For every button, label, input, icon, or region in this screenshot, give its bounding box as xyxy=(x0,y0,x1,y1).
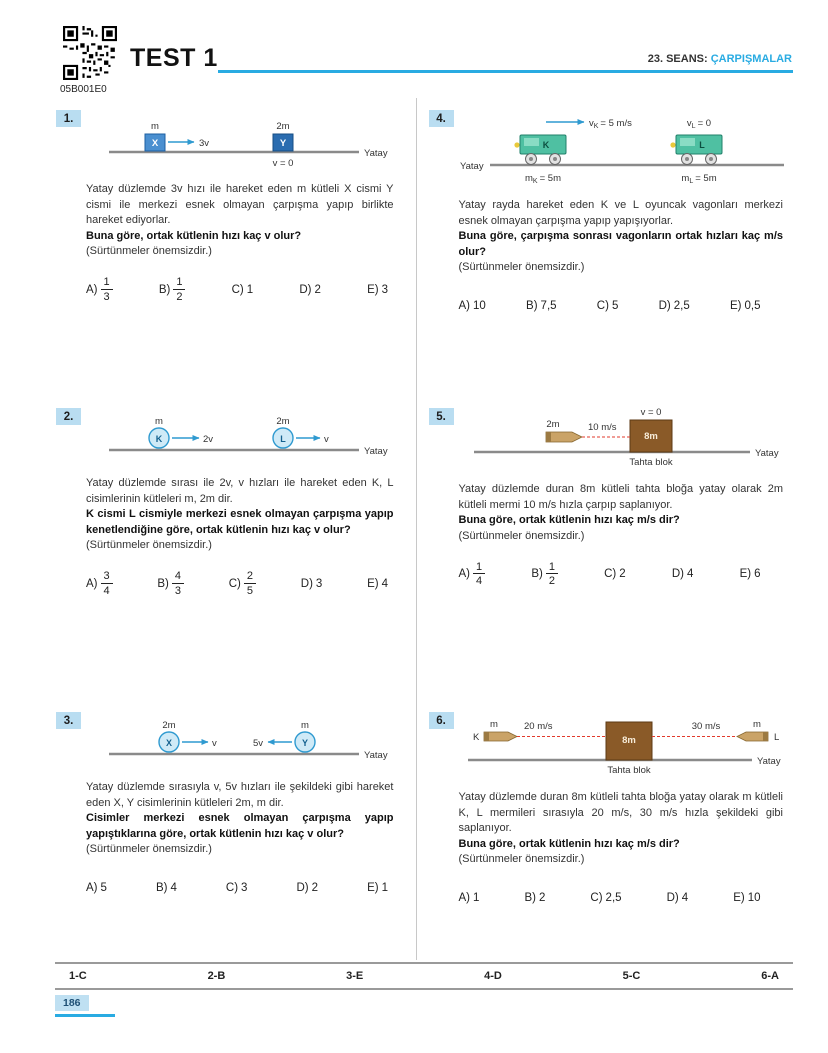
diagram-q1 xyxy=(81,107,404,171)
speed-label: v = 0 xyxy=(640,407,662,418)
buffer-dot xyxy=(671,142,676,147)
option-b xyxy=(526,300,557,312)
bullet-mass-label: m xyxy=(489,719,498,730)
option-label: A) xyxy=(458,568,470,581)
mass-label: $m_K = 5m$ xyxy=(525,173,562,185)
option-value: 6 xyxy=(754,568,761,581)
option-c xyxy=(590,892,621,904)
mass-label: 2m xyxy=(276,416,290,427)
option-d xyxy=(299,284,321,296)
option-value: 0,5 xyxy=(744,300,761,313)
bullet-speed-label: 20 m/s xyxy=(523,721,553,732)
page-title: TEST 1 xyxy=(130,44,218,72)
option-a xyxy=(459,892,480,904)
question-text: Yatay düzlemde sırası ile 2v, v hızları ile hareket eden K, L cisimlerinin kütleleri m, 2m dir. xyxy=(86,477,394,505)
question-3 xyxy=(56,700,404,903)
speed-label: v = 0 xyxy=(272,158,294,169)
question-prompt: Buna göre, ortak kütlenin hızı kaç v olur? xyxy=(86,229,302,242)
option-label: C) xyxy=(604,568,617,581)
fraction-denominator: 3 xyxy=(174,585,181,598)
option-label: A) xyxy=(458,300,470,313)
bullet-tail xyxy=(484,732,489,741)
diagram-q3 xyxy=(81,709,404,769)
option-label: E) xyxy=(367,882,379,895)
option-label: C) xyxy=(596,300,609,313)
fraction-numerator: 1 xyxy=(546,561,558,575)
body-label: Y xyxy=(280,138,287,149)
fraction-denominator: 4 xyxy=(103,585,110,598)
fraction xyxy=(473,561,485,588)
fraction-denominator: 4 xyxy=(476,575,483,588)
fraction xyxy=(244,570,256,597)
option-label: D) xyxy=(666,892,679,905)
answer-key-item: 1-C xyxy=(69,970,87,982)
answer-key-item: 5-C xyxy=(622,970,641,982)
question-prompt: Buna göre, ortak kütlenin hızı kaç m/s dir? xyxy=(458,837,680,850)
question-2 xyxy=(56,396,404,700)
page-number-badge: 186 xyxy=(55,995,89,1011)
options-row xyxy=(459,883,761,913)
block-name-label: Tahta blok xyxy=(629,457,673,468)
option-a xyxy=(459,561,486,588)
ground-label: Yatay xyxy=(460,161,484,172)
option-c xyxy=(229,570,256,597)
fraction xyxy=(173,276,185,303)
bullet-speed-label: 30 m/s xyxy=(691,721,721,732)
option-value: 3 xyxy=(315,578,323,591)
option-value: 10 xyxy=(747,892,761,905)
option-value: 2 xyxy=(311,882,319,895)
bullet xyxy=(546,432,582,442)
buffer-dot xyxy=(515,142,520,147)
options-row xyxy=(86,569,388,599)
speed-label: 2v xyxy=(203,434,214,445)
question-number-badge: 6. xyxy=(429,712,454,729)
diagram-q6 xyxy=(454,709,794,779)
page-number-underline xyxy=(55,1014,115,1017)
qr-code-icon xyxy=(63,26,117,85)
right-column xyxy=(417,98,796,960)
fraction xyxy=(101,570,113,597)
header-divider xyxy=(218,70,793,73)
wheel-hub xyxy=(685,157,689,161)
ground-label: Yatay xyxy=(755,448,779,459)
option-value: 2 xyxy=(619,568,626,581)
answer-key-item: 6-A xyxy=(761,970,779,982)
mass-label: m xyxy=(151,121,160,132)
question-number-badge: 5. xyxy=(429,408,454,425)
option-value: 1 xyxy=(246,284,254,297)
option-label: E) xyxy=(733,892,745,905)
option-value: 1 xyxy=(381,882,388,895)
mass-label: m xyxy=(155,416,164,427)
option-value: 4 xyxy=(681,892,689,905)
wagon-window xyxy=(524,138,539,146)
block-name-label: Tahta blok xyxy=(607,765,651,776)
question-note: (Sürtünmeler önemsizdir.) xyxy=(86,539,212,552)
option-label: C) xyxy=(228,578,241,591)
option-value: 2 xyxy=(314,284,321,297)
speed-label: $v_L = 0$ xyxy=(687,118,712,130)
mass-label: m xyxy=(301,720,310,731)
fraction xyxy=(101,276,113,303)
speed-label: 5v xyxy=(253,738,264,749)
speed-label: v xyxy=(212,738,217,749)
fraction xyxy=(172,570,184,597)
option-e xyxy=(740,568,761,580)
left-column xyxy=(38,98,417,960)
fraction-numerator: 1 xyxy=(473,561,485,575)
option-e xyxy=(367,284,388,296)
fraction-denominator: 2 xyxy=(176,291,183,304)
option-value: 5 xyxy=(611,300,619,313)
question-6 xyxy=(429,700,794,913)
diagram-q2 xyxy=(81,405,404,465)
question-text: Yatay düzlemde duran 8m kütleli tahta bloğa yatay olarak m kütleli K, L mermileri sırasıyla 20 m/s, 30 m/s hızla şekildeki gibi saplanıyor. xyxy=(458,791,783,835)
option-value: 2,5 xyxy=(605,892,622,905)
question-prompt: Cisimler merkezi esnek olmayan çarpışma yapıp yapıştıklarına göre, ortak kütlenin hızı kaç v olur? xyxy=(86,812,394,840)
fraction-numerator: 1 xyxy=(173,276,185,290)
fraction-numerator: 4 xyxy=(172,570,184,584)
question-number-badge: 2. xyxy=(56,408,81,425)
option-label: B) xyxy=(157,578,169,591)
option-value: 1 xyxy=(473,892,480,905)
body-label: K xyxy=(543,140,550,150)
option-label: C) xyxy=(231,284,244,297)
option-b xyxy=(524,892,545,904)
block-mass-label: 8m xyxy=(621,735,636,746)
option-label: A) xyxy=(86,882,98,895)
mass-label: $m_L = 5m$ xyxy=(681,173,717,185)
ground-label: Yatay xyxy=(364,750,388,761)
option-label: D) xyxy=(300,578,313,591)
option-label: B) xyxy=(155,882,168,895)
mass-label: 2m xyxy=(162,720,176,731)
speed-label: v xyxy=(324,434,329,445)
option-e xyxy=(730,300,761,312)
ground-label: Yatay xyxy=(756,756,781,767)
question-note: (Sürtünmeler önemsizdir.) xyxy=(86,843,212,856)
option-value: 2,5 xyxy=(673,300,690,313)
option-e xyxy=(367,882,388,894)
option-e xyxy=(733,892,760,904)
option-label: B) xyxy=(526,300,538,313)
wagon-window xyxy=(680,138,695,146)
wheel-hub xyxy=(553,157,557,161)
body-label: L xyxy=(699,140,705,150)
option-label: D) xyxy=(296,882,309,895)
option-label: E) xyxy=(367,284,379,297)
question-5 xyxy=(429,396,794,700)
option-b xyxy=(531,561,558,588)
question-note: (Sürtünmeler önemsizdir.) xyxy=(86,245,212,258)
question-prompt: Buna göre, çarpışma sonrası vagonların ortak hızları kaç m/s olur? xyxy=(458,230,783,258)
body-label: K xyxy=(472,732,480,743)
option-c xyxy=(604,568,626,580)
option-label: B) xyxy=(158,284,171,297)
option-label: C) xyxy=(590,892,603,905)
fraction-denominator: 3 xyxy=(103,291,110,304)
options-row xyxy=(86,275,388,305)
mass-label: 2m xyxy=(276,121,290,132)
questions-area xyxy=(38,98,795,960)
option-d xyxy=(667,892,689,904)
body-label: X xyxy=(152,138,159,149)
ground-label: Yatay xyxy=(364,446,388,457)
body-label: L xyxy=(280,434,286,444)
fraction-denominator: 5 xyxy=(246,585,254,598)
session-label xyxy=(648,53,792,65)
option-label: B) xyxy=(531,568,543,581)
body-label: X xyxy=(166,738,173,748)
option-a xyxy=(86,276,113,303)
option-c xyxy=(226,882,248,894)
option-d xyxy=(301,578,323,590)
diagram-q5 xyxy=(454,405,794,471)
wheel-hub xyxy=(709,157,713,161)
question-note: (Sürtünmeler önemsizdir.) xyxy=(458,529,585,542)
option-value: 4 xyxy=(170,882,177,895)
answer-key xyxy=(55,962,793,990)
option-label: C) xyxy=(225,882,239,895)
fraction-denominator: 2 xyxy=(548,575,555,588)
options-row xyxy=(86,873,388,903)
option-b xyxy=(159,276,186,303)
option-label: E) xyxy=(367,578,379,591)
option-label: D) xyxy=(658,300,671,313)
options-row xyxy=(459,291,761,321)
fraction-numerator: 1 xyxy=(101,276,113,290)
option-label: A) xyxy=(458,892,470,905)
option-value: 4 xyxy=(381,578,388,591)
question-text: Yatay düzlemde duran 8m kütleli tahta bloğa yatay olarak 2m kütleli mermi 10 m/s hızla çarpıp saplanıyor. xyxy=(458,483,783,511)
speed-label: $v_K = 5$ m/s xyxy=(589,118,633,130)
option-b xyxy=(156,882,177,894)
question-text: Yatay rayda hareket eden K ve L oyuncak vagonları merkezi esnek olmayan çarpışma yapıp yapışıyorlar. xyxy=(458,199,783,227)
question-prompt: K cismi L cismiyle merkezi esnek olmayan çarpışma yapıp kenetlendiğine göre, ortak kütlenin hızı kaç v olur? xyxy=(86,508,394,536)
question-number-badge: 4. xyxy=(429,110,454,127)
option-value: 2 xyxy=(538,892,546,905)
option-d xyxy=(659,300,690,312)
bullet-speed-label: 10 m/s xyxy=(588,422,617,433)
option-a xyxy=(86,570,113,597)
session-prefix: 23. SEANS: xyxy=(647,53,708,65)
answer-key-item: 2-B xyxy=(207,970,226,982)
option-label: D) xyxy=(299,284,312,297)
fraction-numerator: 3 xyxy=(101,570,113,584)
block-mass-label: 8m xyxy=(644,431,659,442)
option-value: 10 xyxy=(473,300,486,313)
option-value: 3 xyxy=(241,882,248,895)
option-label: A) xyxy=(86,284,98,297)
option-value: 5 xyxy=(100,882,107,895)
question-number-badge: 3. xyxy=(56,712,81,729)
option-label: D) xyxy=(671,568,684,581)
option-label: E) xyxy=(729,300,742,313)
option-a xyxy=(86,882,107,894)
question-text: Yatay düzlemde 3v hızı ile hareket eden m kütleli X cismi Y cismi ile merkezi esnek olmayan çarpışma yapıp birlikte hareket ediyorlar. xyxy=(86,183,394,227)
option-value: 4 xyxy=(687,568,694,581)
ground-label: Yatay xyxy=(364,148,388,159)
question-note: (Sürtünmeler önemsizdir.) xyxy=(458,261,585,274)
fraction xyxy=(546,561,558,588)
diagram-q4 xyxy=(454,107,794,187)
bullet-mass-label: 2m xyxy=(546,419,560,430)
bullet-mass-label: m xyxy=(752,719,761,730)
answer-key-item: 3-E xyxy=(346,970,364,982)
option-label: A) xyxy=(86,578,98,591)
option-d xyxy=(297,882,319,894)
bullet-tail xyxy=(546,432,551,442)
option-c xyxy=(597,300,619,312)
option-label: B) xyxy=(524,892,536,905)
session-topic: ÇARPIŞMALAR xyxy=(710,53,792,65)
question-note: (Sürtünmeler önemsizdir.) xyxy=(458,853,585,866)
question-number-badge: 1. xyxy=(56,110,81,127)
option-label: E) xyxy=(739,568,752,581)
body-label: L xyxy=(773,732,780,743)
answer-key-item: 4-D xyxy=(484,970,502,982)
question-text: Yatay düzlemde sırasıyla v, 5v hızları ile şekildeki gibi hareket eden X, Y cisimlerinin kütleleri 2m, m dir. xyxy=(86,781,394,809)
option-b xyxy=(157,570,184,597)
body-label: K xyxy=(156,434,163,444)
option-e xyxy=(367,578,388,590)
booklet-code: 05B001E0 xyxy=(60,84,107,95)
body-label: Y xyxy=(302,738,309,748)
question-prompt: Buna göre, ortak kütlenin hızı kaç m/s dir? xyxy=(458,514,680,527)
option-c xyxy=(232,284,254,296)
wheel-hub xyxy=(529,157,533,161)
option-d xyxy=(672,568,694,580)
speed-label: 3v xyxy=(199,138,210,149)
question-4 xyxy=(429,98,794,396)
fraction-numerator: 2 xyxy=(244,570,256,584)
option-value: 7,5 xyxy=(540,300,557,313)
option-value: 3 xyxy=(381,284,388,297)
question-1 xyxy=(56,98,404,396)
options-row xyxy=(459,559,761,589)
bullet-tail xyxy=(763,732,768,741)
option-a xyxy=(459,300,486,312)
